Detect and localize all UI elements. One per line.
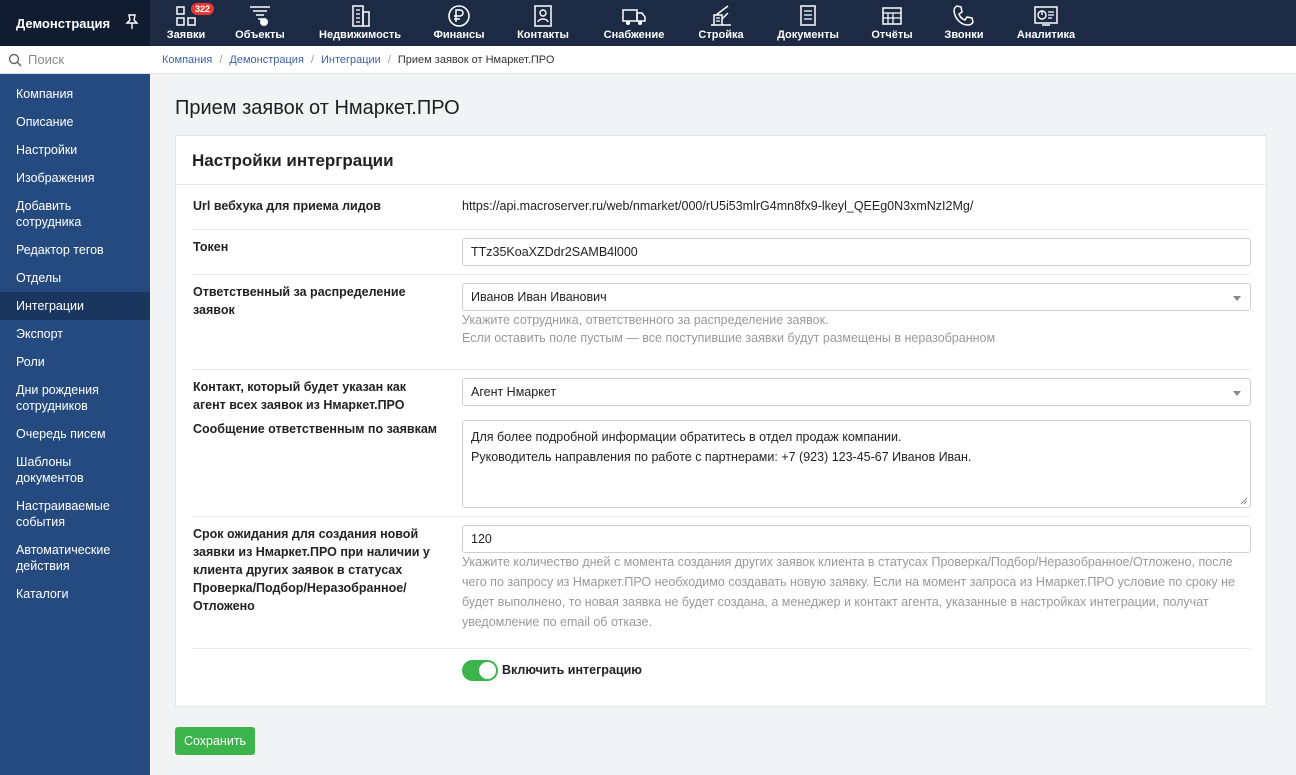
breadcrumb-separator: / bbox=[387, 53, 391, 66]
sidebar-item-add-employee[interactable]: Добавить сотрудника bbox=[16, 199, 82, 229]
token-label: Токен bbox=[193, 240, 229, 254]
breadcrumb-separator: / bbox=[310, 53, 314, 66]
nav-real-estate[interactable] bbox=[306, 0, 414, 46]
nav-documents[interactable] bbox=[766, 0, 850, 46]
row-divider bbox=[192, 648, 1250, 649]
truck-icon bbox=[621, 3, 647, 29]
sidebar-item-auto-actions[interactable]: Автоматические действия bbox=[16, 543, 111, 573]
top-navigation-bar bbox=[0, 0, 1296, 46]
row-divider bbox=[192, 229, 1250, 230]
token-value: TTz35KoaXZDdr2SAMB4l000 bbox=[471, 245, 638, 259]
company-switcher[interactable] bbox=[0, 0, 150, 46]
nav-contacts[interactable] bbox=[505, 0, 581, 46]
breadcrumb-company[interactable]: Компания bbox=[162, 53, 213, 66]
message-textarea[interactable] bbox=[462, 420, 1251, 508]
page-title: Прием заявок от Нмаркет.ПРО bbox=[175, 97, 460, 119]
enable-integration-toggle[interactable] bbox=[462, 660, 498, 681]
nav-construction[interactable] bbox=[686, 0, 756, 46]
nav-label: Объекты bbox=[235, 29, 285, 41]
breadcrumb-separator: / bbox=[219, 53, 223, 66]
sidebar-item-tag-editor[interactable]: Редактор тегов bbox=[16, 243, 104, 257]
nav-label: Снабжение bbox=[603, 29, 665, 41]
message-line-1: Для более подробной информации обратитесь в отдел продаж компании. bbox=[471, 430, 902, 444]
construction-icon bbox=[708, 3, 734, 29]
breadcrumb-demo[interactable]: Демонстрация bbox=[229, 53, 304, 66]
nav-objects[interactable] bbox=[212, 0, 308, 46]
sidebar-item-departments[interactable]: Отделы bbox=[16, 271, 62, 285]
sidebar-item-integrations[interactable]: Интеграции bbox=[0, 292, 150, 320]
wait-period-input[interactable] bbox=[462, 525, 1251, 553]
nav-label: Финансы bbox=[433, 29, 485, 41]
nav-label: Заявки bbox=[166, 29, 206, 41]
toggle-knob bbox=[479, 662, 496, 679]
nav-label: Стройка bbox=[698, 29, 744, 41]
sidebar-item-images[interactable]: Изображения bbox=[16, 171, 95, 185]
breadcrumb-current: Прием заявок от Нмаркет.ПРО bbox=[397, 53, 555, 66]
phone-icon bbox=[951, 3, 977, 29]
chevron-down-icon bbox=[1233, 296, 1241, 301]
sidebar-search bbox=[0, 46, 150, 74]
search-input[interactable] bbox=[28, 52, 138, 67]
wait-period-value: 120 bbox=[471, 532, 492, 546]
message-label: Сообщение ответственным по заявкам bbox=[193, 422, 438, 436]
nav-calls[interactable] bbox=[935, 0, 993, 46]
contacts-icon bbox=[530, 3, 556, 29]
sidebar-item-birthdays[interactable]: Дни рождения сотрудников bbox=[16, 383, 99, 413]
sidebar-item-description[interactable]: Описание bbox=[16, 115, 74, 129]
nav-label: Аналитика bbox=[1016, 29, 1076, 41]
resize-grip-icon[interactable] bbox=[1240, 497, 1248, 505]
building-icon bbox=[347, 3, 373, 29]
responsible-select[interactable] bbox=[462, 283, 1251, 311]
nav-label: Контакты bbox=[517, 29, 569, 41]
sidebar-item-catalogs[interactable]: Каталоги bbox=[16, 587, 69, 601]
sidebar-item-settings[interactable]: Настройки bbox=[16, 143, 78, 157]
token-input[interactable] bbox=[462, 238, 1251, 266]
sidebar-item-mail-queue[interactable]: Очередь писем bbox=[16, 427, 106, 441]
reports-icon bbox=[879, 3, 905, 29]
card-heading: Настройки интерграции bbox=[176, 136, 1266, 185]
responsible-hint-1: Укажите сотрудника, ответственного за распределение заявок. bbox=[462, 313, 829, 327]
enable-integration-label: Включить интеграцию bbox=[502, 663, 642, 677]
responsible-hint-2: Если оставить поле пустым — все поступившие заявки будут размещены в неразобранном bbox=[462, 331, 996, 345]
wait-period-label: Срок ожидания для создания новой заявки из Нмаркет.ПРО при наличии у клиента других заявок в статусах Проверка/Подбор/Неразобранное/Отложено bbox=[193, 527, 430, 613]
objects-funnel-icon bbox=[247, 3, 273, 29]
ruble-icon bbox=[446, 3, 472, 29]
agent-contact-label: Контакт, который будет указан как агент всех заявок из Нмаркет.ПРО bbox=[193, 380, 407, 412]
nav-reports[interactable] bbox=[861, 0, 923, 46]
wait-period-hint: Укажите количество дней с момента создания других заявок клиента в статусах Проверка/Подбор/Неразобранное/Отложено, после чего по запросу из Нмаркет.ПРО необходимо создавать новую заявку. Если на момент запроса из Нмаркет.ПРО условие по сроку не будет выполнено, то новая заявка не будет создана, а менеджер и контакт агента, указанные в настройках интеграции, получат уведомление по email об отказе. bbox=[462, 555, 1235, 629]
row-divider bbox=[192, 369, 1250, 370]
sidebar-item-doc-templates[interactable]: Шаблоны документов bbox=[16, 455, 84, 485]
analytics-icon bbox=[1033, 3, 1059, 29]
breadcrumb bbox=[150, 46, 1296, 74]
nav-label: Недвижимость bbox=[319, 29, 401, 41]
row-divider bbox=[192, 274, 1250, 275]
webhook-label: Url вебхука для приема лидов bbox=[193, 199, 381, 213]
agent-contact-select[interactable] bbox=[462, 378, 1251, 406]
sidebar-item-company[interactable]: Компания bbox=[16, 87, 74, 101]
nav-label: Звонки bbox=[944, 29, 984, 41]
sidebar-item-export[interactable]: Экспорт bbox=[16, 327, 63, 341]
settings-sidebar bbox=[0, 74, 150, 775]
sidebar-item-roles[interactable]: Роли bbox=[16, 355, 45, 369]
row-divider bbox=[192, 516, 1250, 517]
search-icon bbox=[8, 53, 22, 67]
chevron-down-icon bbox=[1233, 391, 1241, 396]
sidebar-item-custom-events[interactable]: Настраиваемые события bbox=[16, 499, 110, 529]
nav-analytics[interactable] bbox=[1006, 0, 1086, 46]
requests-count-badge: 322 bbox=[191, 3, 214, 15]
documents-icon bbox=[795, 3, 821, 29]
responsible-value: Иванов Иван Иванович bbox=[471, 290, 607, 304]
nav-supply[interactable] bbox=[593, 0, 675, 46]
nav-label: Документы bbox=[777, 29, 839, 41]
webhook-url: https://api.macroserver.ru/web/nmarket/000/rU5i53mlrG4mn8fx9-lkeyl_QEEg0N3xmNzI2Mg/ bbox=[462, 199, 974, 213]
company-name: Демонстрация bbox=[16, 15, 111, 31]
integration-settings-card bbox=[175, 135, 1267, 707]
pin-icon[interactable] bbox=[125, 14, 139, 30]
nav-label: Отчёты bbox=[871, 29, 913, 41]
agent-contact-value: Агент Нмаркет bbox=[471, 385, 557, 399]
save-button[interactable]: Сохранить bbox=[175, 727, 255, 755]
responsible-label: Ответственный за распределение заявок bbox=[193, 285, 406, 317]
breadcrumb-integrations[interactable]: Интеграции bbox=[320, 53, 381, 66]
message-line-2: Руководитель направления по работе с партнерами: +7 (923) 123-45-67 Иванов Иван. bbox=[471, 450, 972, 464]
nav-finance[interactable] bbox=[420, 0, 498, 46]
